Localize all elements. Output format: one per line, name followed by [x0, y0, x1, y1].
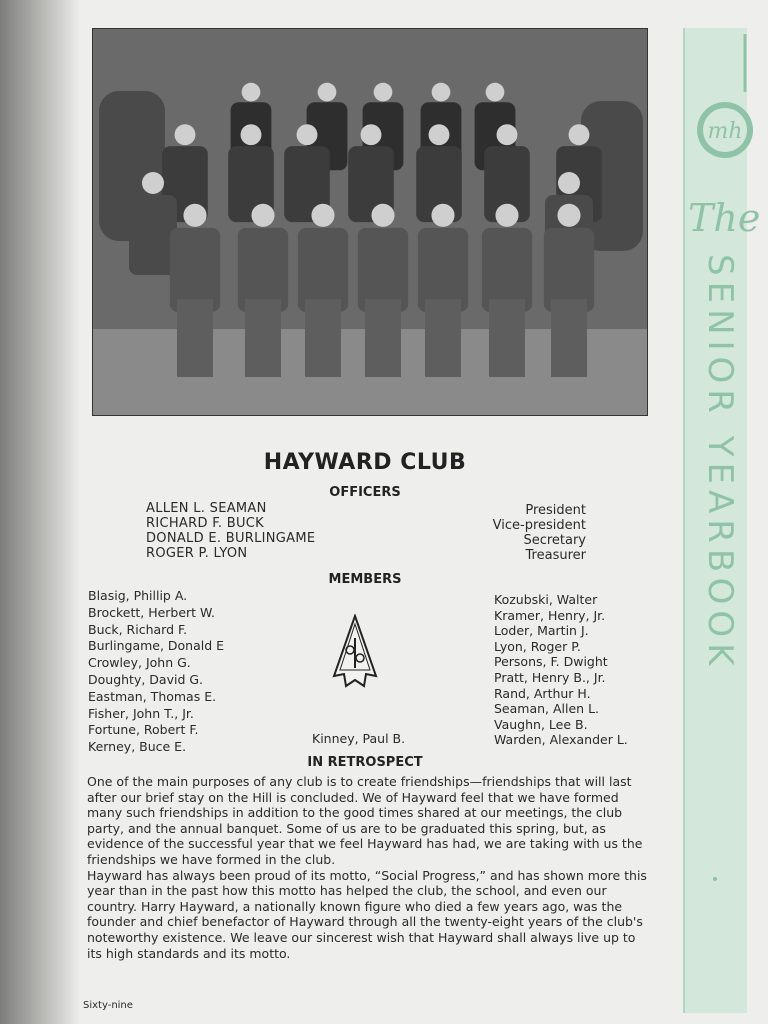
officer-name: ALLEN L. SEAMAN [146, 501, 267, 516]
person-legs [245, 299, 281, 377]
members-left-list [88, 588, 224, 756]
member-name: Burlingame, Donald E [88, 638, 225, 654]
person-head [175, 124, 196, 145]
person-head [251, 204, 274, 227]
person-head [311, 204, 334, 227]
person-legs [489, 299, 525, 377]
member-name: Warden, Alexander L. [494, 732, 628, 748]
sidebar-vertical-title: SENIOR YEARBOOK [700, 254, 740, 672]
mh-logo-icon [692, 30, 758, 170]
member-name: Kerney, Buce E. [88, 739, 187, 755]
member-name: Blasig, Phillip A. [88, 588, 188, 603]
page-gutter-shadow [0, 0, 80, 1024]
person-head [497, 124, 518, 145]
member-name: Fortune, Robert F. [88, 722, 199, 738]
officer-role: Secretary [523, 533, 586, 548]
member-name: Pratt, Henry B., Jr. [494, 669, 606, 685]
arrowhead-emblem-icon [330, 614, 380, 694]
group-photo-illustration [93, 29, 647, 415]
sidebar-dot [713, 877, 717, 881]
member-name-center: Kinney, Paul B. [312, 731, 406, 746]
officer-role: President [525, 503, 586, 518]
person-head [241, 124, 262, 145]
member-name: Seaman, Allen L. [494, 701, 600, 717]
person-head [371, 204, 394, 227]
person-head [374, 83, 393, 102]
retrospect-text [87, 774, 647, 961]
person-head [486, 83, 505, 102]
member-name: Kramer, Henry, Jr. [494, 607, 606, 623]
person-legs [365, 299, 401, 377]
group-photo [92, 28, 648, 416]
page-number: Sixty-nine [83, 1000, 133, 1011]
member-name: Eastman, Thomas E. [88, 688, 217, 704]
officer-name: RICHARD F. BUCK [146, 516, 264, 531]
person-head [318, 83, 337, 102]
logo-text: mh [707, 119, 743, 144]
sidebar-the: The [688, 196, 761, 240]
members-heading: MEMBERS [328, 572, 402, 587]
member-name: Buck, Richard F. [88, 621, 188, 637]
officer-role: Treasurer [525, 548, 586, 563]
retrospect-paragraph: One of the main purposes of any club is to create friendships—friendships that will last after our brief stay on the Hill is concluded. We of Hayward feel that we have formed many such friendships in addition to the good times shared at our meetings, the club party, and the annual banquet. Some of us are to be graduated this spring, but, as evidence of the successful year that we feel Hayward has had, we are taking with us the friendships we have formed in the club. [87, 774, 643, 867]
officer-name: ROGER P. LYON [146, 546, 248, 561]
member-name: Rand, Arthur H. [494, 685, 591, 701]
person-head [297, 124, 318, 145]
member-name: Crowley, John G. [88, 655, 191, 671]
person-head [495, 204, 518, 227]
member-name: Brockett, Herbert W. [88, 604, 215, 620]
member-name: Persons, F. Dwight [494, 654, 608, 670]
member-name: Kozubski, Walter [494, 592, 598, 607]
person-legs [305, 299, 341, 377]
officer-name: DONALD E. BURLINGAME [146, 531, 316, 546]
member-name: Loder, Martin J. [494, 623, 589, 639]
person-legs [177, 299, 213, 377]
person-legs [425, 299, 461, 377]
person-head [242, 83, 261, 102]
member-name: Fisher, John T., Jr. [88, 705, 194, 721]
retrospect-paragraph: Hayward has always been proud of its motto, “Social Progress,” and has shown more this year than in the past how this motto has helped the club, the school, and even our country. Harry Hayward, a nationally known figure who died a few years ago, was the founder and chief benefactor of Hayward through all the twenty-eight years of the club's noteworthy existence. We leave our sincerest wish that Hayward shall always live up to its high standards and its motto. [87, 867, 647, 961]
person-head [142, 172, 164, 194]
members-right-list [494, 592, 628, 748]
officer-role: Vice-president [492, 518, 586, 533]
member-name: Doughty, David G. [88, 671, 204, 687]
person-head [361, 124, 382, 145]
person-head [557, 204, 580, 227]
officers-heading: OFFICERS [329, 485, 401, 500]
person-head [183, 204, 206, 227]
officer-roles-list [460, 503, 586, 563]
retrospect-heading: IN RETROSPECT [307, 755, 423, 770]
member-name: Vaughn, Lee B. [494, 716, 588, 732]
person-head [431, 204, 454, 227]
person-head [569, 124, 590, 145]
person-legs [551, 299, 587, 377]
page-title: HAYWARD CLUB [263, 450, 467, 475]
officer-names-list [146, 501, 315, 561]
member-name: Lyon, Roger P. [494, 638, 581, 654]
person-head [429, 124, 450, 145]
person-head [432, 83, 451, 102]
person-head [558, 172, 580, 194]
